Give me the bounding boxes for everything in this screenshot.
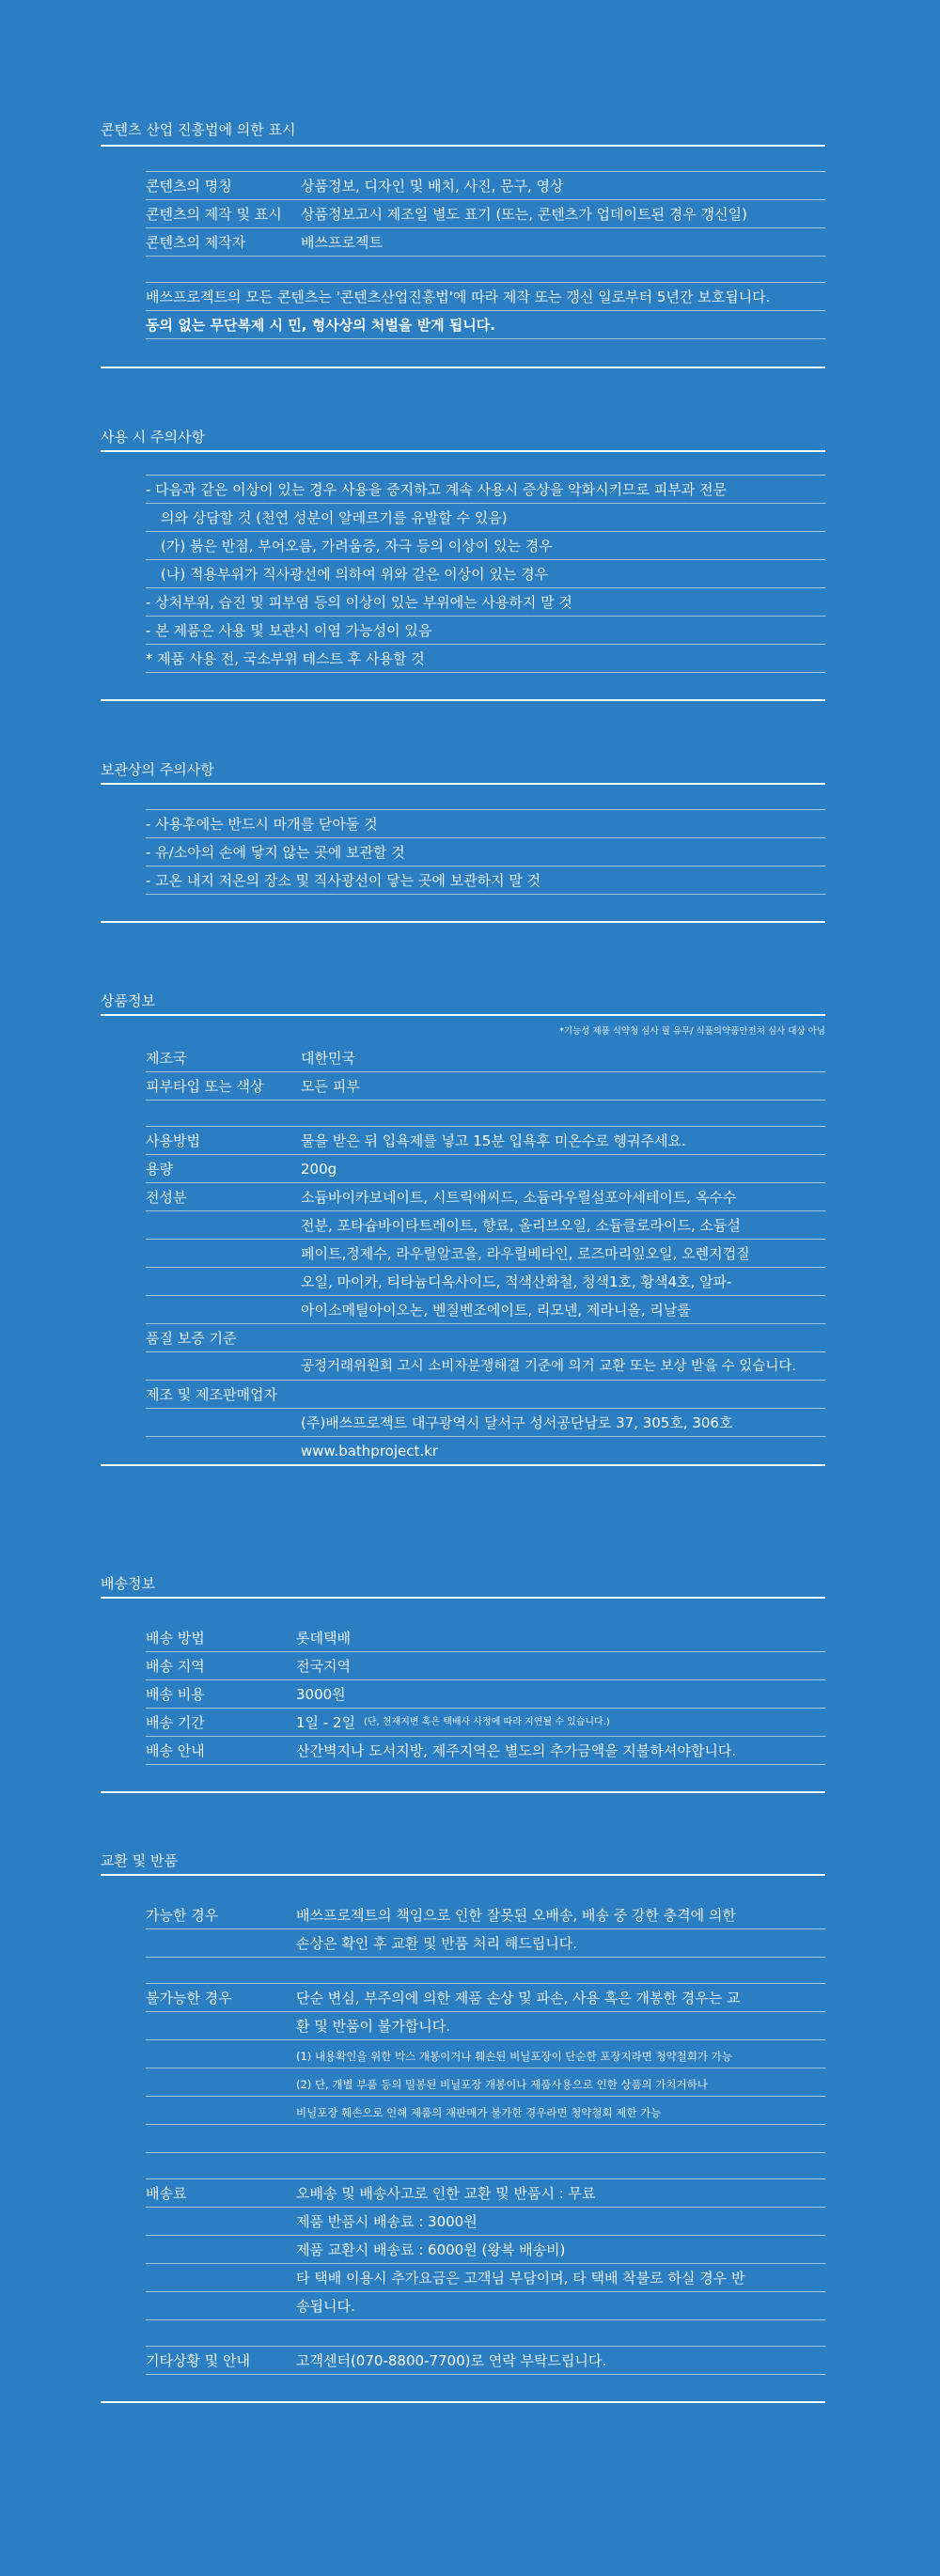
info-row bbox=[101, 1043, 825, 1071]
caution-text: - 상처부위, 습진 및 피부염 등의 이상이 있는 부위에는 사용하지 말 것 bbox=[146, 594, 572, 611]
row-value: 상품정보고시 제조일 별도 표기 (또는, 콘텐츠가 업데이트된 경우 갱신일) bbox=[301, 206, 747, 223]
row-value: (주)배쓰프로젝트 대구광역시 달서구 성서공단남로 37, 305호, 306호 bbox=[301, 1414, 733, 1431]
info-row bbox=[101, 1436, 825, 1464]
row-label: 배송료 bbox=[146, 2185, 187, 2202]
info-row bbox=[101, 1708, 825, 1736]
row-label: 용량 bbox=[146, 1161, 173, 1178]
info-row bbox=[101, 2096, 825, 2124]
divider bbox=[146, 338, 825, 339]
divider bbox=[101, 783, 825, 785]
copyright-warning: 동의 없는 무단복제 시 민, 형사상의 처벌을 받게 됩니다. bbox=[146, 317, 495, 334]
row-value: 고객센터(070-8800-7700)로 연락 부탁드립니다. bbox=[296, 2352, 607, 2369]
divider bbox=[101, 145, 825, 147]
caution-text: * 제품 사용 전, 국소부위 테스트 후 사용할 것 bbox=[146, 650, 425, 667]
info-row bbox=[101, 2346, 825, 2374]
caution-line bbox=[101, 559, 825, 587]
functional-notice: *기능성 제품 식약청 심사 필 유무/ 식품의약품안전처 심사 대상 아님 bbox=[559, 1026, 825, 1037]
row-value: 배쓰프로젝트의 책임으로 인한 잘못된 오배송, 배송 중 강한 충격에 의한 bbox=[296, 1907, 736, 1924]
info-row bbox=[101, 171, 825, 199]
row-value: 전국지역 bbox=[296, 1658, 351, 1675]
row-label: 배송 안내 bbox=[146, 1742, 205, 1759]
ingredients-line: 페이트,정제수, 라우릴알코올, 라우릴베타인, 로즈마리잎오일, 오렌지껍질 bbox=[301, 1245, 750, 1262]
info-row bbox=[101, 1323, 825, 1351]
ingredients-line: 전분, 포타슘바이타트레이트, 향료, 올리브오일, 소듐클로라이드, 소듐설 bbox=[301, 1217, 741, 1234]
divider bbox=[101, 2401, 825, 2403]
row-label: 배송 비용 bbox=[146, 1686, 205, 1703]
website-link[interactable]: www.bathproject.kr bbox=[301, 1443, 438, 1460]
info-row bbox=[101, 2235, 825, 2263]
info-row bbox=[101, 227, 825, 256]
row-label: 콘텐츠의 제작자 bbox=[146, 234, 246, 251]
storage-text: - 고온 내지 저온의 장소 및 직사광선이 닿는 곳에 보관하지 말 것 bbox=[146, 872, 541, 889]
row-value: 롯데택배 bbox=[296, 1630, 351, 1647]
divider bbox=[101, 450, 825, 452]
divider bbox=[101, 1464, 825, 1466]
row-label: 배송 기간 bbox=[146, 1714, 205, 1731]
row-value: 대한민국 bbox=[301, 1050, 355, 1067]
section-title: 콘텐츠 산업 진흥법에 의한 표시 bbox=[101, 121, 296, 138]
divider bbox=[101, 1791, 825, 1793]
divider bbox=[146, 2319, 825, 2320]
row-label: 배송 지역 bbox=[146, 1658, 205, 1675]
section-title: 보관상의 주의사항 bbox=[101, 761, 214, 778]
info-row bbox=[101, 2178, 825, 2207]
row-label: 콘텐츠의 제작 및 표시 bbox=[146, 206, 282, 223]
caution-text: 의와 상담할 것 (천연 성분이 알레르기를 유발할 수 있음) bbox=[161, 509, 508, 526]
storage-text: - 사용후에는 반드시 마개를 닫아둘 것 bbox=[146, 816, 378, 833]
ingredients-line: 소듐바이카보네이트, 시트릭애씨드, 소듐라우릴설포아세테이트, 옥수수 bbox=[301, 1189, 737, 1206]
storage-line bbox=[101, 809, 825, 837]
info-row bbox=[101, 1736, 825, 1764]
row-label: 제조국 bbox=[146, 1050, 187, 1067]
info-row bbox=[101, 199, 825, 227]
row-value: 송됩니다. bbox=[296, 2298, 355, 2315]
divider bbox=[146, 2124, 825, 2125]
divider bbox=[101, 699, 825, 701]
info-row bbox=[101, 1071, 825, 1100]
row-value: 오배송 및 배송사고로 인한 교환 및 반품시 : 무료 bbox=[296, 2185, 596, 2202]
divider bbox=[146, 256, 825, 257]
section-title: 배송정보 bbox=[101, 1575, 155, 1592]
caution-line bbox=[101, 503, 825, 531]
info-row bbox=[101, 1983, 825, 2011]
info-row bbox=[101, 1623, 825, 1651]
row-label: 불가능한 경우 bbox=[146, 1990, 232, 2006]
row-value: 1일 - 2일 bbox=[296, 1714, 356, 1731]
caution-line bbox=[101, 475, 825, 503]
storage-line bbox=[101, 837, 825, 866]
divider bbox=[146, 1100, 825, 1101]
row-value: 배쓰프로젝트 bbox=[301, 234, 383, 251]
section-title: 상품정보 bbox=[101, 992, 155, 1009]
row-note: 비닐포장 훼손으로 인해 제품의 재판매가 불가한 경우라면 청약철회 제한 가능 bbox=[296, 2106, 662, 2119]
storage-line bbox=[101, 866, 825, 894]
divider bbox=[146, 1764, 825, 1765]
info-row bbox=[101, 2011, 825, 2039]
row-label: 피부타입 또는 색상 bbox=[146, 1078, 264, 1095]
ingredients-line: 아이소메틸아이오논, 벤질벤조에이트, 리모넨, 제라니올, 리날룰 bbox=[301, 1302, 691, 1319]
caution-text: (가) 붉은 반점, 부어오름, 가려움증, 자극 등의 이상이 있는 경우 bbox=[161, 538, 553, 554]
info-row bbox=[101, 1182, 825, 1210]
notice-row bbox=[101, 310, 825, 338]
ingredients-row bbox=[101, 1295, 825, 1323]
row-label: 콘텐츠의 명칭 bbox=[146, 178, 232, 195]
row-value: 산간벽지나 도서지방, 제주지역은 별도의 추가금액을 지불하셔야합니다. bbox=[296, 1742, 737, 1759]
row-label: 제조 및 제조판매업자 bbox=[146, 1386, 277, 1403]
row-label: 사용방법 bbox=[146, 1132, 200, 1149]
info-row bbox=[101, 1408, 825, 1436]
divider bbox=[101, 1014, 825, 1016]
row-value: 상품정보, 디자인 및 배치, 사진, 문구, 영상 bbox=[301, 178, 564, 195]
info-row bbox=[101, 2068, 825, 2096]
info-row bbox=[101, 2207, 825, 2235]
divider bbox=[101, 1597, 825, 1599]
info-row bbox=[101, 1351, 825, 1380]
info-row bbox=[101, 2039, 825, 2068]
ingredients-row bbox=[101, 1210, 825, 1239]
caution-line bbox=[101, 587, 825, 616]
section-title: 교환 및 반품 bbox=[101, 1852, 178, 1869]
divider bbox=[146, 2152, 825, 2153]
caution-line bbox=[101, 616, 825, 644]
ingredients-line: 오일, 마이카, 티타늄디옥사이드, 적색산화철, 청색1호, 황색4호, 알파- bbox=[301, 1273, 732, 1290]
row-value: 3000원 bbox=[296, 1686, 346, 1703]
storage-text: - 유/소아의 손에 닿지 않는 곳에 보관할 것 bbox=[146, 844, 405, 861]
row-label: 품질 보증 기준 bbox=[146, 1330, 237, 1347]
ingredients-row bbox=[101, 1267, 825, 1295]
row-value: 물을 받은 뒤 입욕제를 넣고 15분 입욕후 미온수로 헹궈주세요. bbox=[301, 1132, 686, 1149]
divider bbox=[146, 894, 825, 895]
divider bbox=[101, 921, 825, 923]
divider bbox=[146, 1957, 825, 1958]
info-row bbox=[101, 2263, 825, 2291]
notice-row bbox=[101, 282, 825, 310]
row-value: 타 택배 이용시 추가요금은 고객님 부담이며, 타 택배 착불로 하실 경우 반 bbox=[296, 2270, 745, 2287]
caution-line bbox=[101, 644, 825, 672]
info-row bbox=[101, 1900, 825, 1928]
row-note: (1) 내용확인을 위한 박스 개봉이거나 훼손된 비닐포장이 단순한 포장지라면 청약철회가 가능 bbox=[296, 2050, 732, 2063]
caution-line bbox=[101, 531, 825, 559]
row-value: 단순 변심, 부주의에 의한 제품 손상 및 파손, 사용 혹은 개봉한 경우는 교 bbox=[296, 1990, 741, 2006]
caution-text: - 본 제품은 사용 및 보관시 이염 가능성이 있음 bbox=[146, 622, 432, 639]
row-value: 모든 피부 bbox=[301, 1078, 360, 1095]
row-value: 손상은 확인 후 교환 및 반품 처리 해드립니다. bbox=[296, 1935, 577, 1952]
info-row bbox=[101, 1126, 825, 1154]
row-label: 전성분 bbox=[146, 1189, 187, 1206]
row-label: 배송 방법 bbox=[146, 1630, 205, 1647]
row-value: 제품 교환시 배송료 : 6000원 (왕복 배송비) bbox=[296, 2241, 566, 2258]
info-row bbox=[101, 1380, 825, 1408]
row-value: 환 및 반품이 불가합니다. bbox=[296, 2018, 450, 2035]
info-row bbox=[101, 1928, 825, 1957]
row-label: 기타상황 및 안내 bbox=[146, 2352, 250, 2369]
divider bbox=[146, 672, 825, 673]
copyright-notice: 배쓰프로젝트의 모든 콘텐츠는 '콘텐츠산업진흥법'에 따라 제작 또는 갱신 일로부터 5년간 보호됩니다. bbox=[146, 289, 771, 305]
divider bbox=[101, 1874, 825, 1876]
section-title: 사용 시 주의사항 bbox=[101, 429, 205, 445]
period-note: (단, 천재지변 혹은 택배사 사정에 따라 지연될 수 있습니다.) bbox=[364, 1717, 610, 1727]
info-row bbox=[101, 1154, 825, 1182]
row-value: 제품 반품시 배송료 : 3000원 bbox=[296, 2213, 478, 2230]
divider bbox=[146, 2374, 825, 2375]
divider bbox=[101, 367, 825, 368]
ingredients-row bbox=[101, 1239, 825, 1267]
row-note: (2) 단, 개별 부품 등의 밀봉된 비닐포장 개봉이나 제품사용으로 인한 상품의 가치저하나 bbox=[296, 2078, 708, 2091]
info-row bbox=[101, 1679, 825, 1708]
row-label: 가능한 경우 bbox=[146, 1907, 219, 1924]
product-detail-notice bbox=[101, 0, 825, 2576]
row-value: 200g bbox=[301, 1161, 337, 1178]
info-row bbox=[101, 2291, 825, 2319]
info-row bbox=[101, 1651, 825, 1679]
row-value: 공정거래위원회 고시 소비자분쟁해결 기준에 의거 교환 또는 보상 받을 수 있습니다. bbox=[301, 1359, 796, 1374]
caution-text: (나) 적용부위가 직사광선에 의하여 위와 같은 이상이 있는 경우 bbox=[161, 566, 549, 583]
caution-text: - 다음과 같은 이상이 있는 경우 사용을 중지하고 계속 사용시 증상을 악화시키므로 피부과 전문 bbox=[146, 481, 728, 498]
